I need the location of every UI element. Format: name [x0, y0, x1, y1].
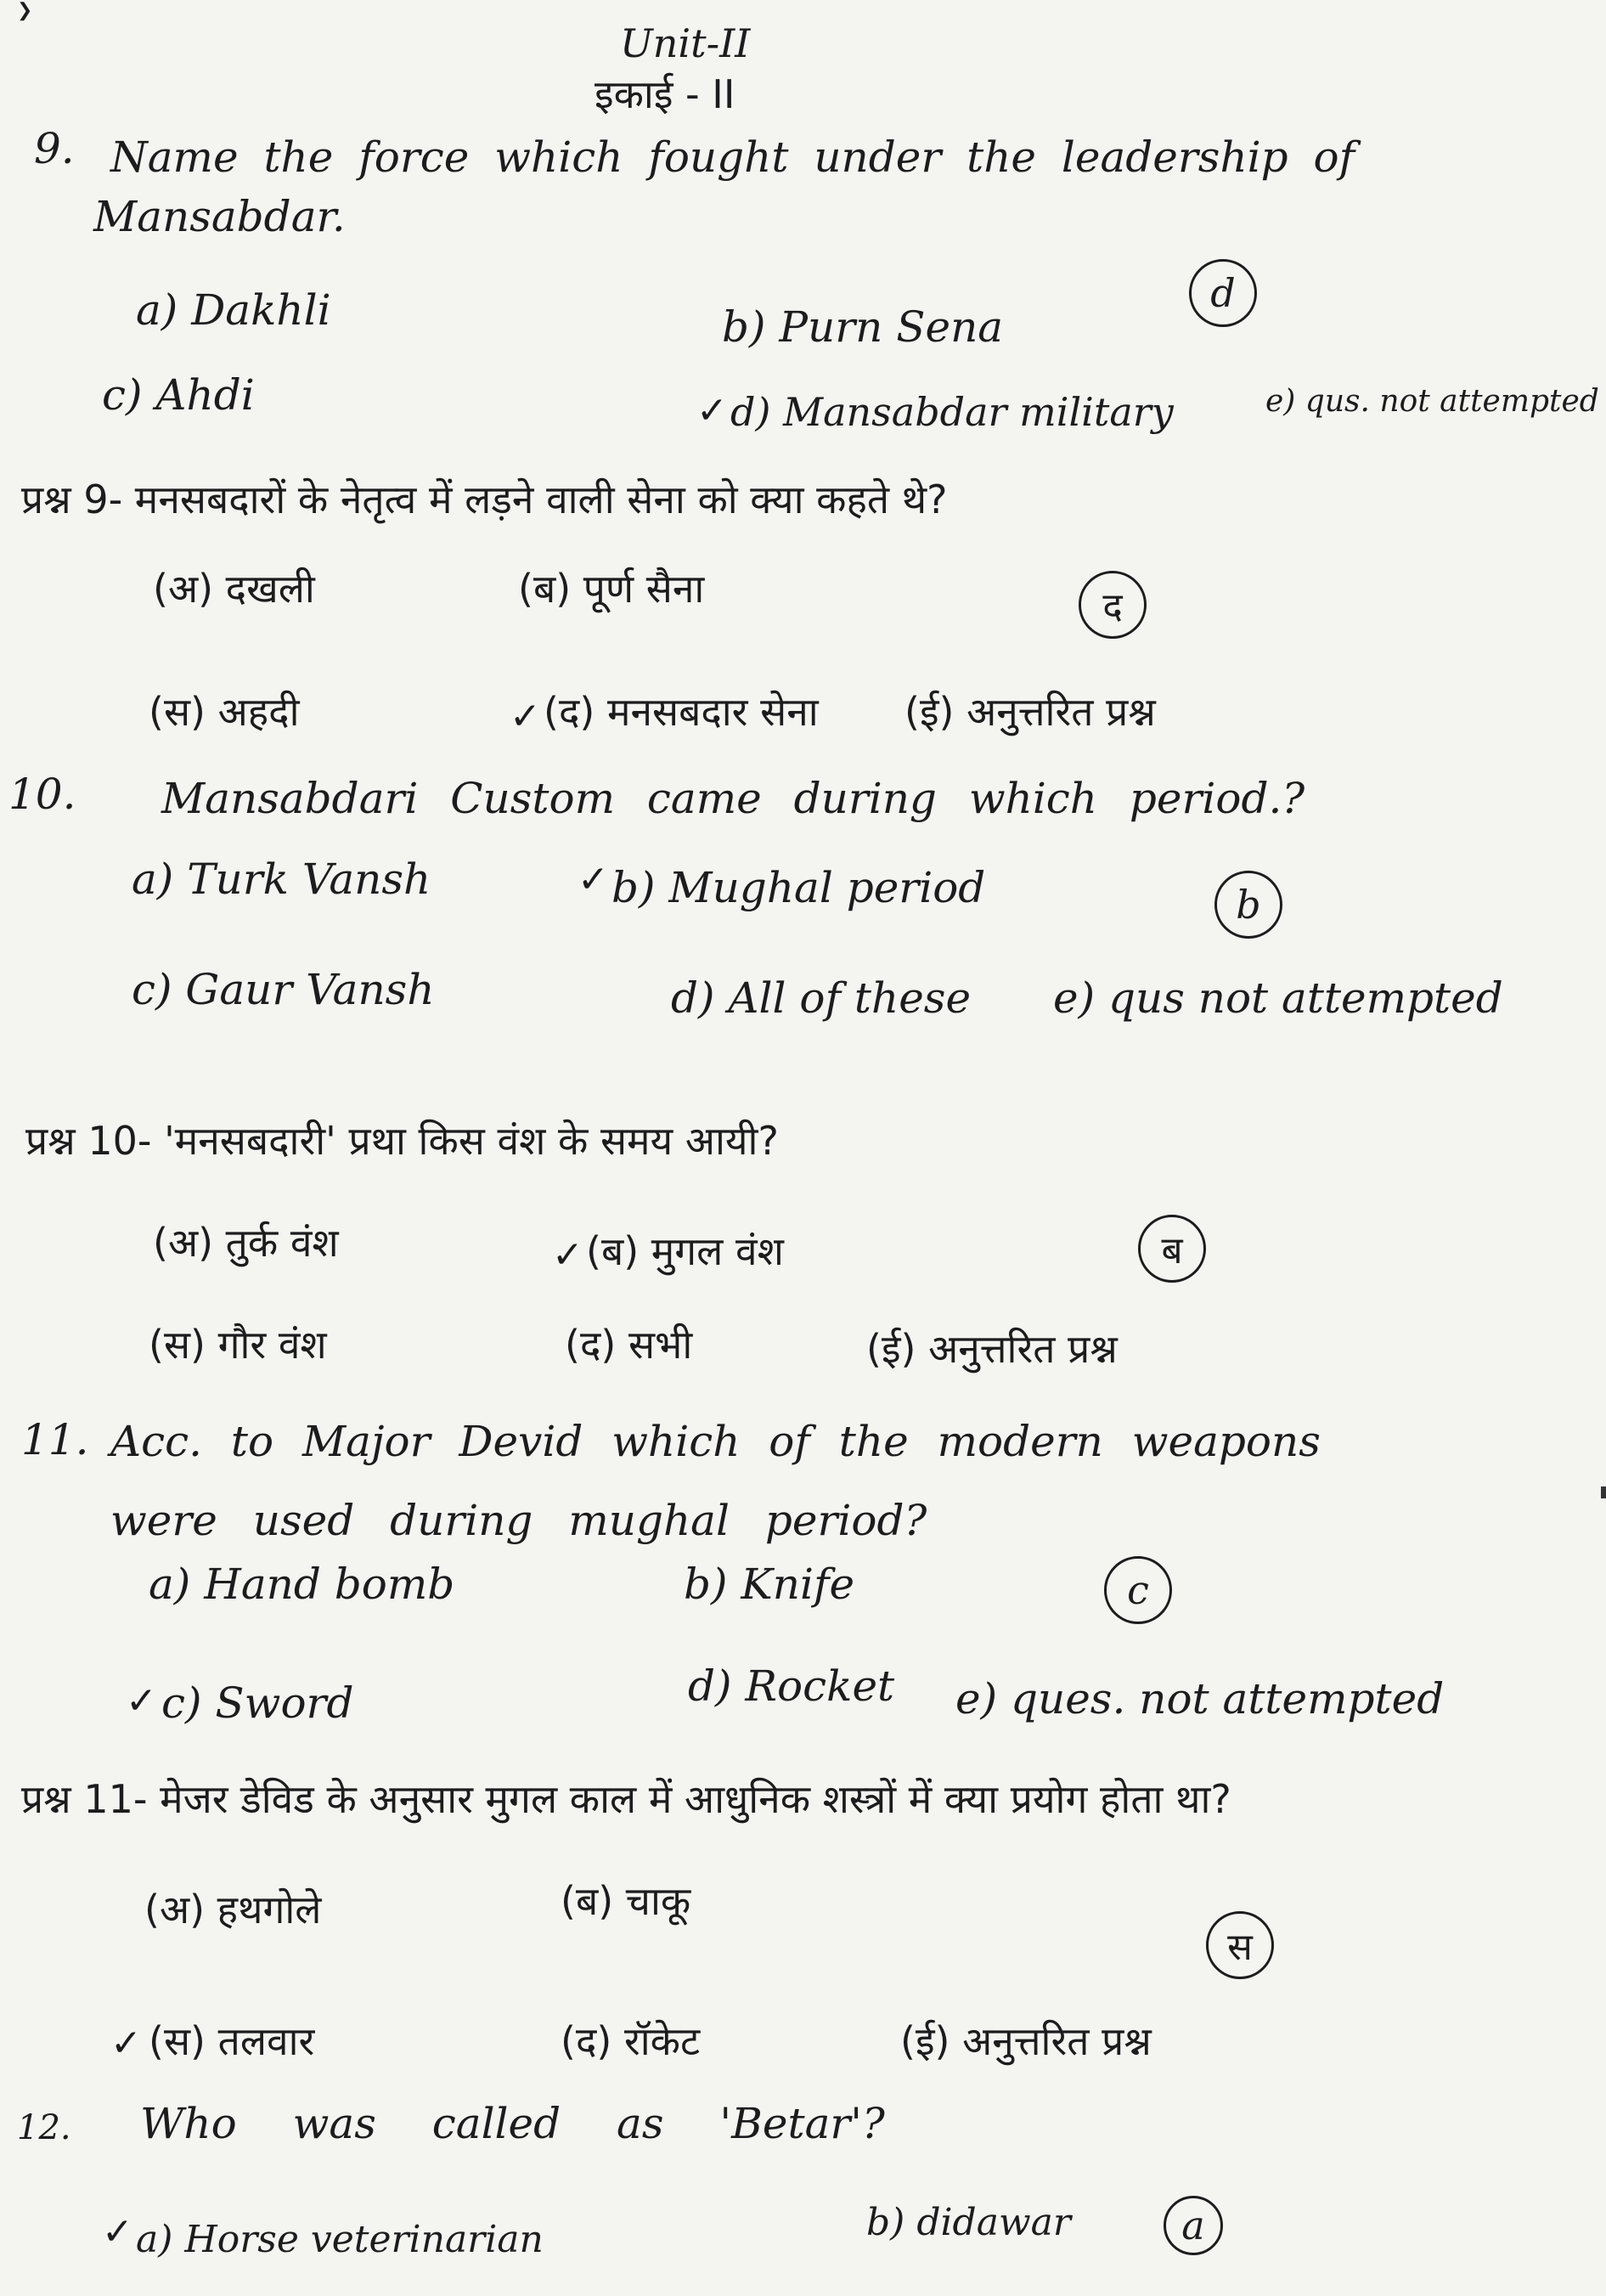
- question-11-hindi-tick-mark: ✓: [110, 2022, 142, 2065]
- question-11-option-e: e) ques. not attempted: [955, 1674, 1445, 1723]
- question-11-hindi-option-d: (द) रॉकेट: [561, 2018, 701, 2064]
- question-11-hindi-option-a: (अ) हथगोले: [144, 1887, 322, 1932]
- question-10-option-c: c) Gaur Vansh: [132, 965, 435, 1014]
- question-11-text-line2: were used during mughal period?: [110, 1496, 927, 1545]
- question-11-hindi-option-b: (ब) चाकू: [561, 1878, 691, 1924]
- question-9-option-a: a) Dakhli: [136, 285, 331, 335]
- question-10-number: 10.: [8, 770, 76, 819]
- question-10-hindi-option-d: (द) सभी: [565, 1322, 693, 1368]
- question-9-tick-mark: ✓: [696, 389, 728, 432]
- question-9-answer-circle: d: [1189, 259, 1257, 327]
- question-9-option-d: d) Mansabdar military: [730, 389, 1174, 435]
- question-10-option-b: b) Mughal period: [611, 863, 986, 912]
- question-9-hindi-option-c: (स) अहदी: [149, 689, 300, 735]
- question-10-text-line1: Mansabdari Custom came during which period.?: [161, 774, 1305, 823]
- question-11-option-a: a) Hand bomb: [149, 1560, 455, 1609]
- question-10-hindi-tick-mark: ✓: [552, 1233, 583, 1277]
- question-10-tick-mark: ✓: [578, 858, 609, 901]
- question-9-hindi-answer-circle: द: [1079, 571, 1147, 639]
- question-9-option-b: b) Purn Sena: [722, 302, 1004, 352]
- question-9-hindi-option-d: (द) मनसबदार सेना: [544, 689, 819, 735]
- question-9-hindi-text: प्रश्न 9- मनसबदारों के नेतृत्व में लड़ने वाली सेना को क्या कहते थे?: [21, 477, 948, 522]
- question-10-hindi-text: प्रश्न 10- 'मनसबदारी' प्रथा किस वंश के समय आयी?: [25, 1118, 779, 1164]
- question-11-hindi-option-c: (स) तलवार: [149, 2018, 315, 2064]
- question-12-tick-mark: ✓: [102, 2210, 133, 2254]
- question-10-hindi-answer-circle: ब: [1138, 1215, 1206, 1283]
- corner-mark: ❯: [17, 0, 33, 21]
- question-11-number: 11.: [21, 1415, 89, 1464]
- question-11-text-line1: Acc. to Major Devid which of the modern weapons: [110, 1417, 1321, 1466]
- question-11-option-c: c) Sword: [161, 1678, 354, 1728]
- question-11-answer-circle: c: [1104, 1556, 1172, 1624]
- question-9-hindi-tick-mark: ✓: [510, 695, 541, 738]
- page-edge-mark: [1601, 1486, 1606, 1498]
- question-10-option-a: a) Turk Vansh: [132, 855, 431, 904]
- question-9-option-c: c) Ahdi: [102, 370, 255, 420]
- question-12-text-line1: Who was called as 'Betar'?: [140, 2099, 885, 2148]
- question-9-hindi-option-b: (ब) पूर्ण सैना: [518, 566, 705, 612]
- question-10-option-e: e) qus not attempted: [1053, 973, 1503, 1023]
- question-12-option-a: a) Horse veterinarian: [136, 2218, 544, 2261]
- question-9-text-line2: Mansabdar.: [93, 192, 346, 241]
- question-9-hindi-option-e: (ई) अनुत्तरित प्रश्न: [904, 689, 1156, 735]
- question-12-option-b: b) didawar: [866, 2201, 1071, 2244]
- question-9-text-line1: Name the force which fought under the leadership of: [110, 133, 1355, 182]
- question-11-hindi-answer-circle: स: [1206, 1911, 1274, 1979]
- question-11-option-b: b) Knife: [684, 1560, 855, 1609]
- question-11-hindi-option-e: (ई) अनुत्तरित प्रश्न: [900, 2018, 1152, 2064]
- question-10-option-d: d) All of these: [671, 973, 972, 1023]
- question-12-answer-circle: a: [1164, 2196, 1223, 2255]
- question-9-option-e: e) qus. not attempted: [1265, 384, 1599, 419]
- question-9-number: 9.: [34, 124, 75, 173]
- question-10-hindi-option-e: (ई) अनुत्तरित प्रश्न: [866, 1326, 1118, 1372]
- question-11-option-d: d) Rocket: [688, 1661, 895, 1711]
- question-9-hindi-option-a: (अ) दखली: [153, 566, 315, 612]
- question-10-hindi-option-a: (अ) तुर्क वंश: [153, 1220, 339, 1266]
- question-11-tick-mark: ✓: [126, 1679, 157, 1723]
- question-11-hindi-text: प्रश्न 11- मेजर डेविड के अनुसार मुगल काल में आधुनिक शस्त्रों में क्या प्रयोग होता था?: [21, 1776, 1231, 1822]
- unit-heading-english: Unit-II: [620, 20, 751, 66]
- unit-heading-hindi: इकाई - II: [595, 71, 735, 117]
- question-10-hindi-option-b: (ब) मुगल वंश: [586, 1228, 784, 1274]
- question-10-hindi-option-c: (स) गौर वंश: [149, 1322, 327, 1368]
- question-12-number: 12.: [17, 2108, 71, 2147]
- question-10-answer-circle: b: [1214, 871, 1282, 939]
